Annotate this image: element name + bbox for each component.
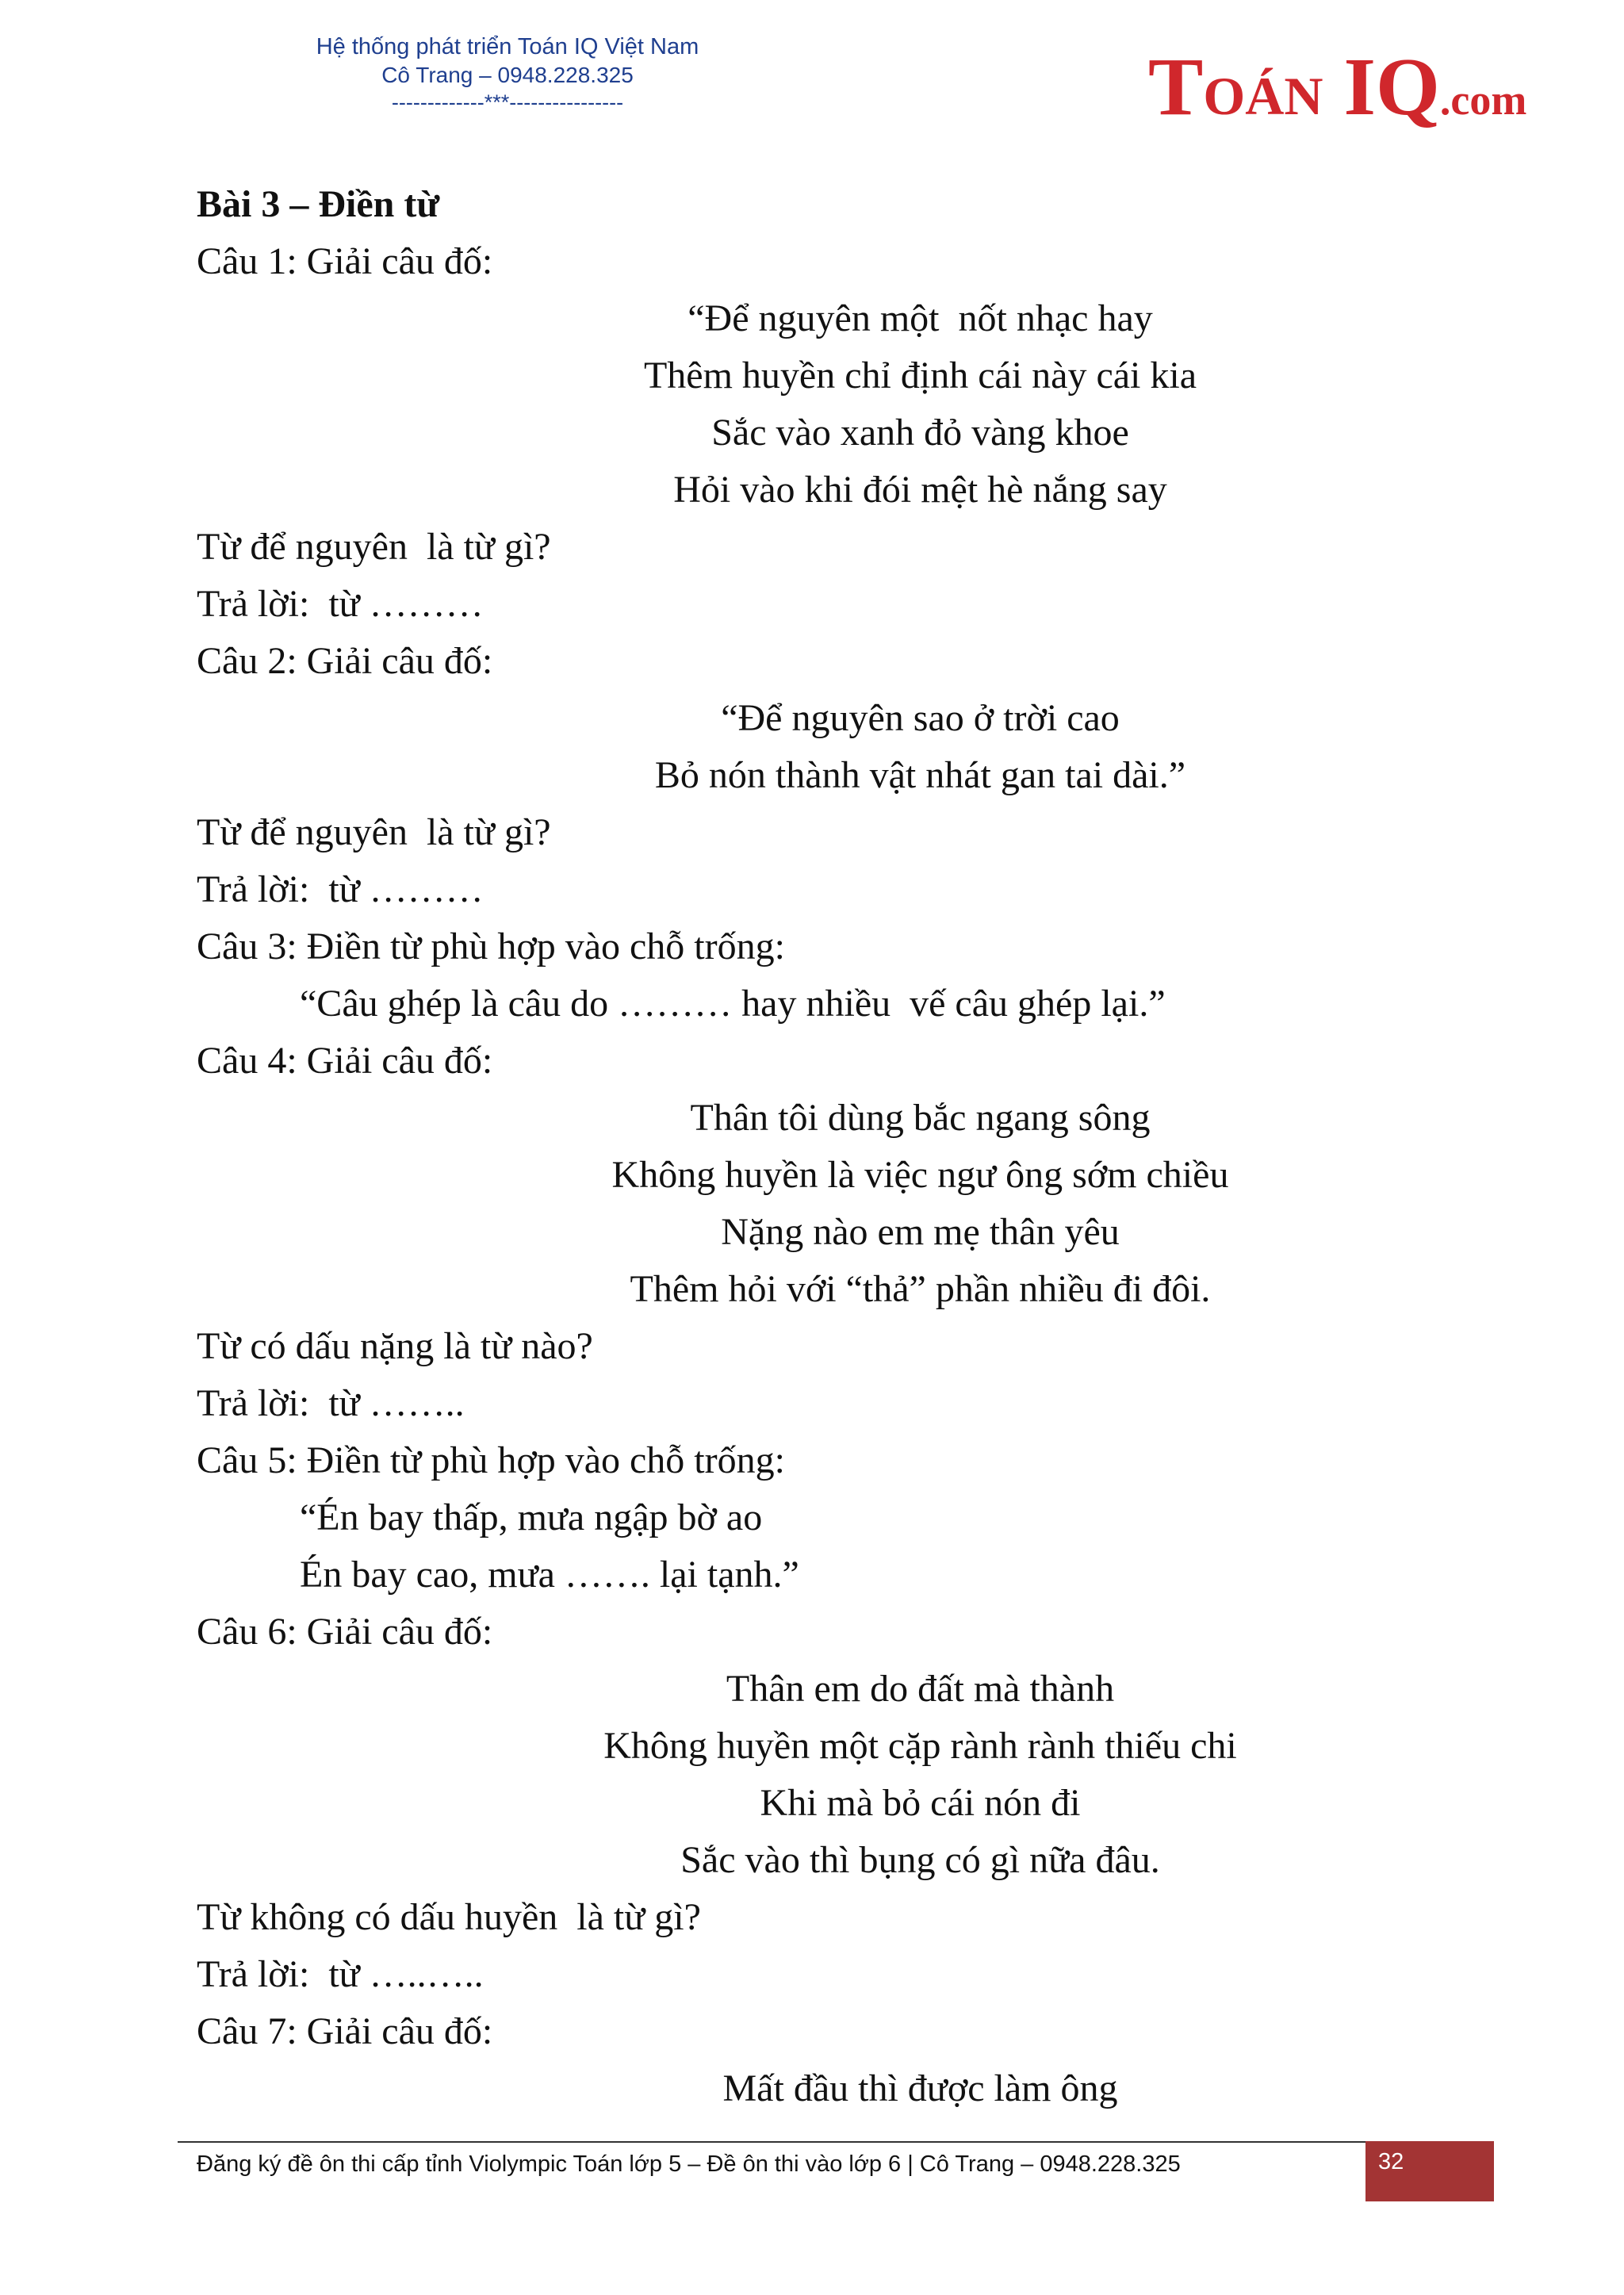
- question-text: Từ có dấu nặng là từ nào?: [197, 1325, 593, 1367]
- question-text: Từ không có dấu huyền là từ gì?: [197, 1896, 701, 1938]
- question-text: Từ để nguyên là từ gì?: [197, 526, 551, 568]
- header-contact: Cô Trang – 0948.228.325: [381, 63, 634, 87]
- page-number: 32: [1365, 2141, 1494, 2201]
- header-info: [262, 33, 753, 117]
- riddle-line: Nặng nào em mẹ thân yêu: [721, 1211, 1120, 1253]
- riddle-line: Mất đầu thì được làm ông: [722, 2067, 1118, 2109]
- riddle-line: Thân tôi dùng bắc ngang sông: [690, 1097, 1151, 1139]
- riddle-line: Sắc vào xanh đỏ vàng khoe: [711, 412, 1129, 454]
- header-separator: -------------***----------------: [391, 90, 624, 114]
- header-org: Hệ thống phát triển Toán IQ Việt Nam: [316, 34, 699, 59]
- fill-blank-sentence: “Câu ghép là câu do ……… hay nhiều vế câu ghép lại.”: [300, 983, 1166, 1025]
- riddle-line: Sắc vào thì bụng có gì nữa đâu.: [680, 1839, 1160, 1881]
- riddle-line: Không huyền một cặp rành rành thiếu chi: [603, 1725, 1237, 1767]
- riddle-line: “Để nguyên một nốt nhạc hay: [688, 297, 1153, 339]
- question-4-heading: Câu 4: Giải câu đố:: [197, 1040, 493, 1082]
- question-1-heading: Câu 1: Giải câu đố:: [197, 240, 493, 282]
- riddle-line: Thêm hỏi với “thả” phần nhiều đi đôi.: [630, 1268, 1211, 1310]
- document-body: [197, 176, 1481, 2117]
- proverb-line: “Én bay thấp, mưa ngập bờ ao: [300, 1496, 763, 1538]
- riddle-line: Bỏ nón thành vật nhát gan tai dài.”: [654, 754, 1186, 796]
- question-2-heading: Câu 2: Giải câu đố:: [197, 640, 493, 682]
- answer-line: Trả lời: từ ……..: [197, 1382, 465, 1424]
- riddle-line: Thân em do đất mà thành: [726, 1668, 1115, 1710]
- riddle-line: Thêm huyền chỉ định cái này cái kia: [643, 354, 1197, 397]
- question-3-heading: Câu 3: Điền từ phù hợp vào chỗ trống:: [197, 925, 785, 967]
- question-text: Từ để nguyên là từ gì?: [197, 811, 551, 853]
- footer-text: Đăng ký đề ôn thi cấp tỉnh Violympic Toán lớp 5 – Đề ôn thi vào lớp 6 | Cô Trang – 0948.228.325: [197, 2151, 1181, 2177]
- answer-line: Trả lời: từ ………: [197, 583, 484, 625]
- riddle-line: Không huyền là việc ngư ông sớm chiều: [611, 1154, 1229, 1196]
- footer-divider: [178, 2141, 1367, 2143]
- proverb-line: Én bay cao, mưa ……. lại tạnh.”: [300, 1554, 799, 1596]
- riddle-line: Khi mà bỏ cái nón đi: [760, 1782, 1081, 1824]
- section-title: Bài 3 – Điền từ: [197, 183, 440, 225]
- riddle-line: Hỏi vào khi đói mệt hè nắng say: [673, 469, 1167, 511]
- riddle-line: “Để nguyên sao ở trời cao: [721, 697, 1120, 739]
- answer-line: Trả lời: từ …..…..: [197, 1953, 484, 1995]
- question-5-heading: Câu 5: Điền từ phù hợp vào chỗ trống:: [197, 1439, 785, 1481]
- question-7-heading: Câu 7: Giải câu đố:: [197, 2010, 493, 2052]
- answer-line: Trả lời: từ ………: [197, 868, 484, 910]
- toaniq-logo: TOÁN IQ.com: [1148, 41, 1527, 132]
- question-6-heading: Câu 6: Giải câu đố:: [197, 1611, 493, 1653]
